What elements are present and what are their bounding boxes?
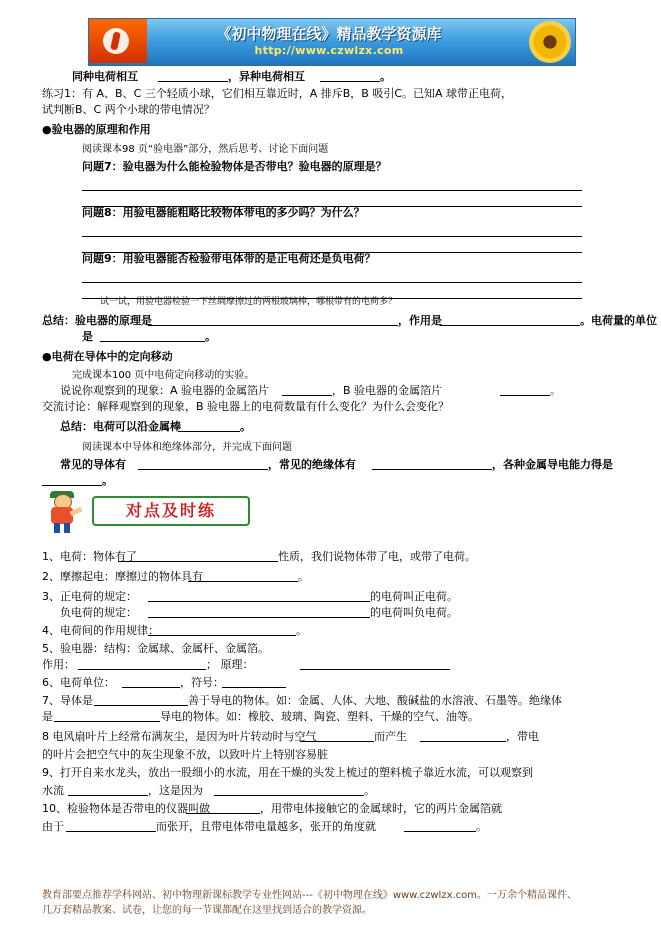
practice-item-10a: 是 xyxy=(42,710,53,723)
question-7: 问题7：验电器为什么能检验物体是否带电？验电器的原理是？ xyxy=(82,160,387,173)
blank-p2 xyxy=(188,568,298,582)
blank-conductor xyxy=(138,456,268,470)
practice-item-11a: 8 电风扇叶片上经常布满灰尘，是因为叶片转动时与空气 xyxy=(42,730,317,743)
blank-p1 xyxy=(118,548,278,562)
sunflower-icon xyxy=(529,21,571,63)
conductor-line-d: 。 xyxy=(102,474,113,487)
practice-item-1a: 1、电荷：物体有了 xyxy=(42,550,137,563)
blank-p11a xyxy=(300,728,374,742)
observe-line-a: 说说你观察到的现象：A 验电器的金属箔片 xyxy=(60,384,270,397)
footer xyxy=(42,888,622,918)
practice-item-4a: 负电荷的规定： xyxy=(60,606,137,619)
practice-item-3a: 3、正电荷的规定： xyxy=(42,590,137,603)
heading-electroscope: ●验电器的原理和作用 xyxy=(42,123,151,136)
blank-2 xyxy=(320,68,380,82)
summary-1-a: 总结：验电器的原理是 xyxy=(42,314,152,327)
practice-item-11b: 而产生 xyxy=(374,730,407,743)
exercise-1-line2: 试判断B、C 两个小球的带电情况？ xyxy=(42,103,215,116)
line-period-1: 。 xyxy=(380,70,391,83)
conductor-line-b: ，常见的绝缘体有 xyxy=(268,458,356,471)
blank-p4 xyxy=(148,604,370,618)
practice-item-10b: 导电的物体。如：橡胶、玻璃、陶瓷、塑料、干燥的空气、油等。 xyxy=(160,710,479,723)
blank-insulator xyxy=(372,456,492,470)
blank-obs-b xyxy=(500,382,550,396)
practice-item-14b: ，这是因为 xyxy=(148,784,203,797)
line-diff-charge: ，异种电荷相互 xyxy=(228,70,305,83)
question-9: 问题9：用验电器能否检验带电体带的是正电荷还是负电荷？ xyxy=(82,252,376,265)
practice-item-2a: 2、摩擦起电：摩擦过的物体具有 xyxy=(42,570,203,583)
blank-p16b xyxy=(404,818,476,832)
conductor-line-c: ，各种金属导电能力得是 xyxy=(492,458,613,471)
practice-item-13: 9、打开自来水龙头，放出一股细小的水流，用在干燥的头发上梳过的塑料梳子靠近水流，可以观察到 xyxy=(42,766,533,779)
practice-item-9b: 善于导电的物体。如：金属、人体、大地、酸碱盐的水溶液、石墨等。绝缘体 xyxy=(188,694,562,707)
student-mascot-icon xyxy=(42,492,88,534)
blank-p8a xyxy=(122,674,180,688)
summary-1-d: 是 xyxy=(82,330,93,343)
answer-blank-q8a xyxy=(82,224,582,237)
answer-blank-q9a xyxy=(82,270,582,283)
summary-1-c: 。电荷量的单位 xyxy=(580,314,657,327)
blank-sum1d xyxy=(100,328,205,342)
blank-p8b xyxy=(222,674,286,688)
practice-item-12: 的叶片会把空气中的灰尘现象不放，以致叶片上特别容易脏 xyxy=(42,748,328,761)
practice-item-15a: 10、检验物体是否带电的仪器叫做 xyxy=(42,802,210,815)
practice-item-6: 5、验电器：结构：金属球、金属杆、金属箔。 xyxy=(42,642,269,655)
practice-item-16b: 而张开，且带电体带电量越多，张开的角度就 xyxy=(156,820,376,833)
blank-p11b xyxy=(420,728,506,742)
blank-p10a xyxy=(54,708,160,722)
practice-item-9a: 7、导体是 xyxy=(42,694,93,707)
heading-charge-move-sub: 完成课本100 页中电荷定向移动的实验。 xyxy=(72,370,255,381)
exercise-1-line1: 练习1：有 A、B、C 三个轻质小球，它们相互靠近时，A 排斥B，B 吸引C。已知A 球带正电荷， xyxy=(42,87,513,100)
observe-line-c: 。 xyxy=(550,384,561,397)
summary-2-a: 总结：电荷可以沿金属棒 xyxy=(60,420,181,433)
practice-item-14c: 。 xyxy=(364,784,375,797)
practice-item-4b: 的电荷叫负电荷。 xyxy=(370,606,458,619)
practice-item-15b: ，用带电体接触它的金属球时，它的两片金属箔就 xyxy=(260,802,502,815)
blank-p16a xyxy=(66,818,156,832)
practice-title: 对点及时练 xyxy=(125,501,216,520)
flame-logo-icon xyxy=(89,19,147,63)
banner-url: http://www.czwlzx.com xyxy=(254,44,404,57)
discussion-line: 交流讨论：解释观察到的现象，B 验电器上的电荷数量有什么变化？为什么会变化？ xyxy=(42,400,450,413)
practice-item-5a: 4、电荷间的作用规律： xyxy=(42,624,159,637)
heading-charge-move: ●电荷在导体中的定向移动 xyxy=(42,350,173,363)
blank-p14a xyxy=(68,782,148,796)
practice-item-7a: 作用： xyxy=(42,658,75,671)
blank-p3 xyxy=(148,588,370,602)
blank-metal xyxy=(42,472,102,486)
footer-line-1: 教育部要点推荐学科网站、初中物理新课标教学专业性网站---《初中物理在线》www.czwlzx.com。一万余个精品课件、 xyxy=(42,890,578,901)
summary-2-b: 。 xyxy=(240,420,251,433)
practice-item-3b: 的电荷叫正电荷。 xyxy=(370,590,458,603)
blank-p15a xyxy=(186,800,260,814)
practice-item-1b: 性质，我们说物体带了电，或带了电荷。 xyxy=(278,550,476,563)
blank-p5 xyxy=(148,622,296,636)
practice-item-16c: 。 xyxy=(476,820,487,833)
practice-item-14a: 水流 xyxy=(42,784,64,797)
blank-sum1a xyxy=(148,312,398,326)
practice-item-8b: ，符号： xyxy=(180,676,224,689)
blank-1 xyxy=(158,68,228,82)
summary-1-b: ，作用是 xyxy=(398,314,442,327)
blank-p9a xyxy=(94,692,188,706)
practice-item-8a: 6、电荷单位： xyxy=(42,676,115,689)
blank-p7b xyxy=(300,656,450,670)
blank-p7a xyxy=(78,656,206,670)
practice-item-11c: ，带电 xyxy=(506,730,539,743)
practice-header xyxy=(42,492,262,534)
footer-line-2: 几万套精品教案、试卷，让您的每一节课都配在这里找到适合的教学资源。 xyxy=(42,905,372,916)
practice-item-5b: 。 xyxy=(296,624,307,637)
banner-title: 《初中物理在线》精品教学资源库 xyxy=(216,25,442,43)
try-it-note: 试一试，用验电器检验一下丝绸摩擦过的两根玻璃棒，哪根带有的电荷多？ xyxy=(100,297,398,307)
practice-title-box xyxy=(92,496,250,526)
blank-obs-a xyxy=(282,382,332,396)
question-8: 问题8：用验电器能粗略比较物体带电的多少吗？为什么？ xyxy=(82,206,365,219)
line-same-charge: 同种电荷相互 xyxy=(72,70,138,83)
answer-blank-q7a xyxy=(82,178,582,191)
practice-item-7b: ； 原理： xyxy=(206,658,254,671)
observe-line-b: ，B 验电器的金属箔片 xyxy=(332,384,443,397)
summary-1-e: 。 xyxy=(205,330,216,343)
heading-conductor-sub: 阅读课本中导体和绝缘体部分，并完成下面问题 xyxy=(82,442,292,453)
conductor-line-a: 常见的导体有 xyxy=(60,458,126,471)
heading-electroscope-sub: 阅读课本98 页“验电器”部分，然后思考、讨论下面问题 xyxy=(82,144,329,155)
blank-sum1b xyxy=(440,312,580,326)
site-banner xyxy=(88,18,576,66)
practice-item-2b: 。 xyxy=(298,570,309,583)
practice-item-16a: 由于 xyxy=(42,820,64,833)
blank-sum2 xyxy=(178,418,240,432)
blank-p14b xyxy=(214,782,364,796)
